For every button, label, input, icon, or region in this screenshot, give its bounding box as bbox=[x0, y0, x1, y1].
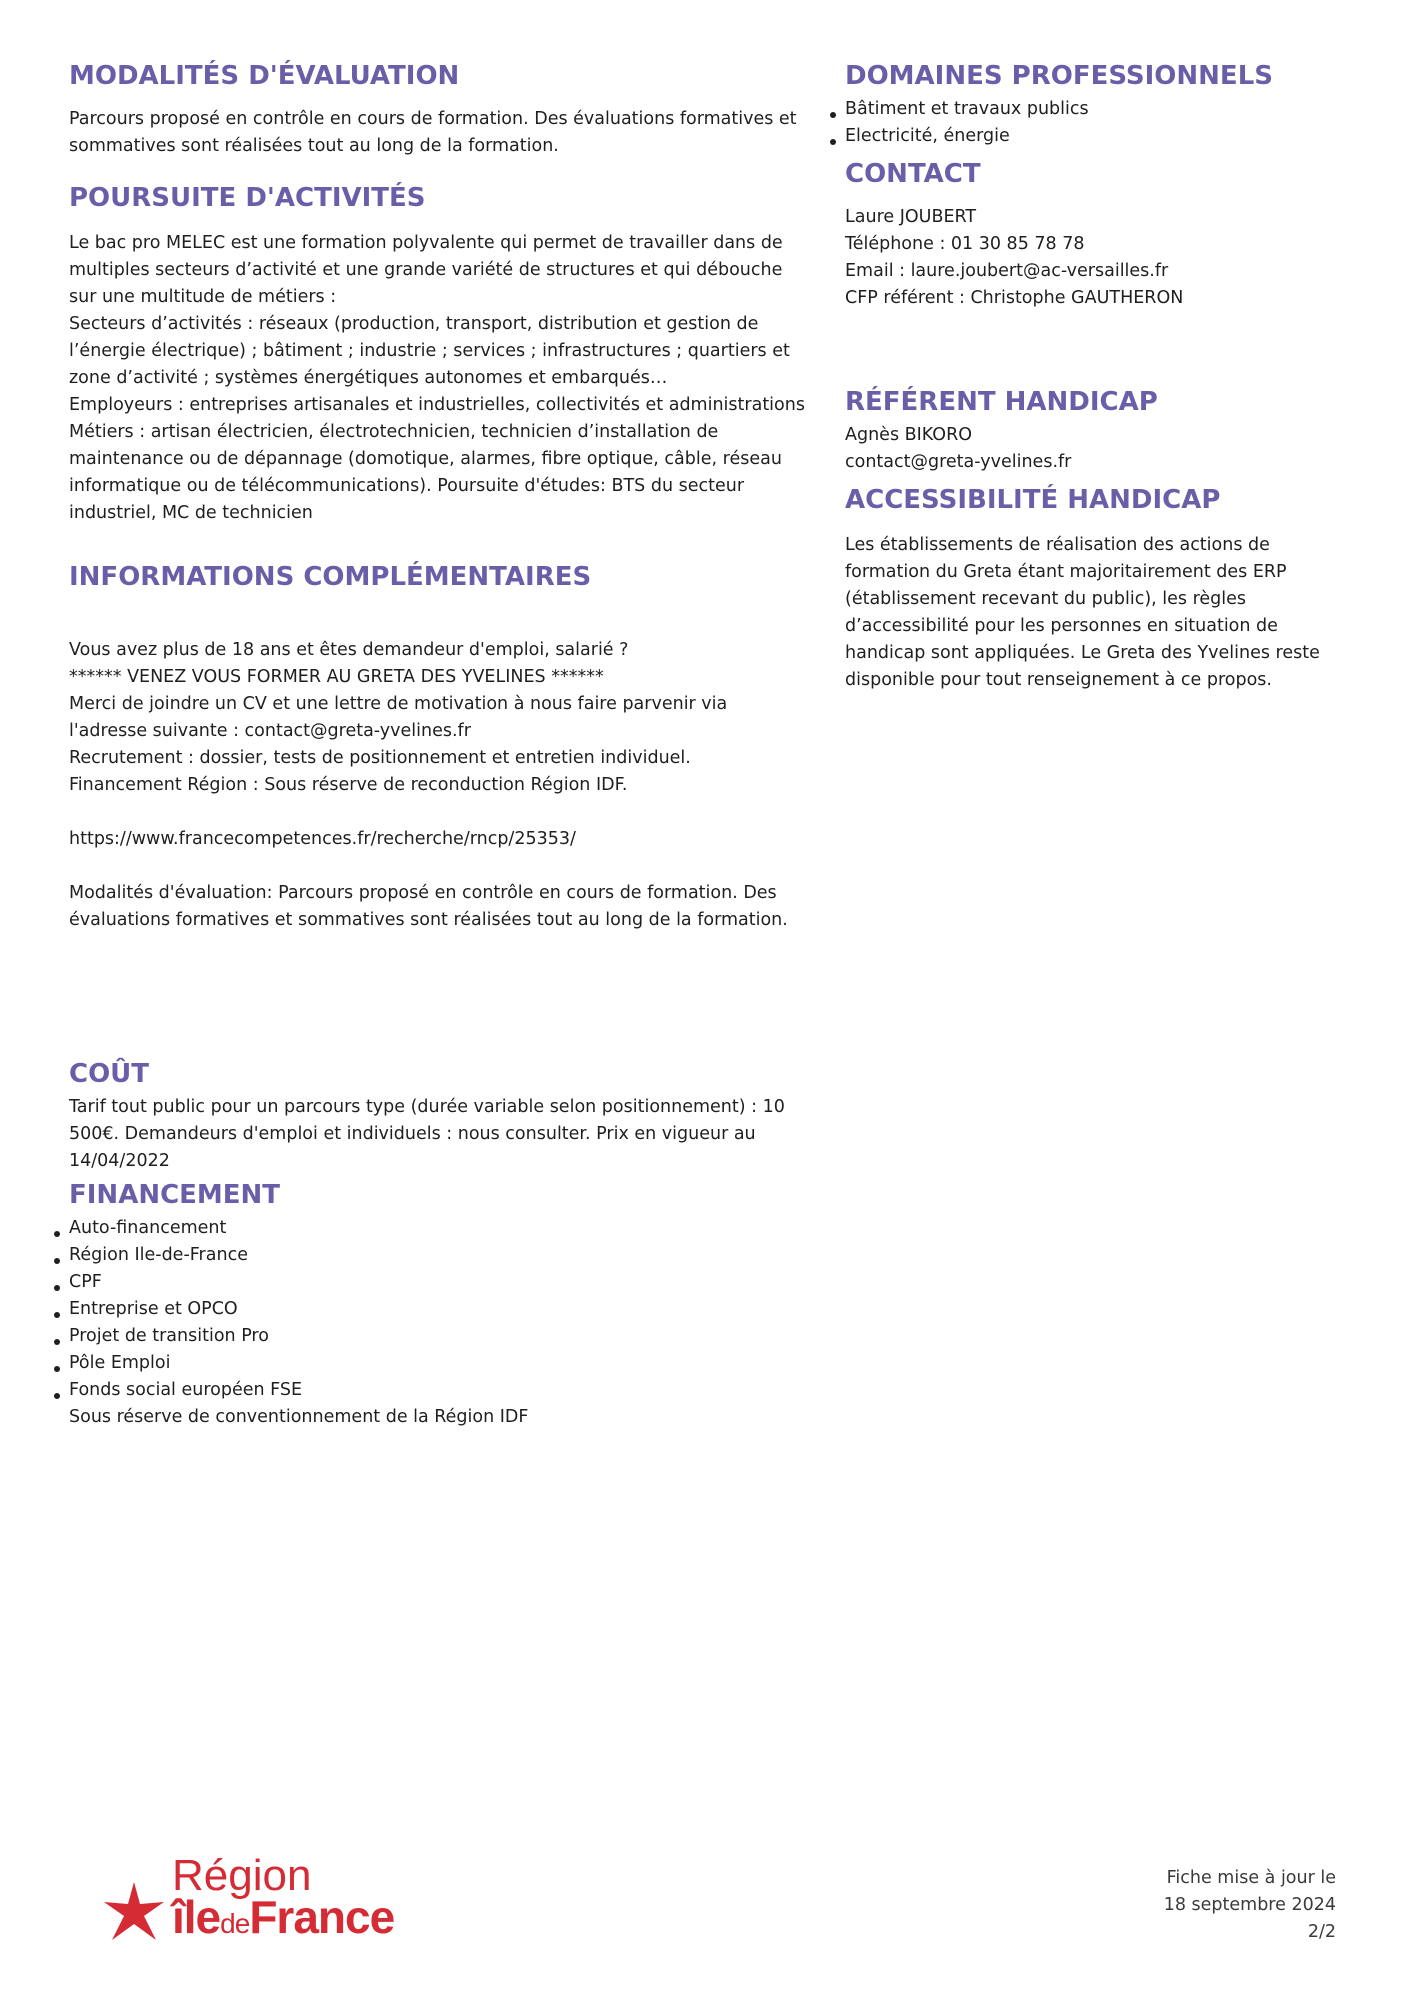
infos-text: Vous avez plus de 18 ans et êtes demandeur d'emploi, salarié ? ****** VENEZ VOUS FORMER AU GRETA DES YVELINES ****** Merci de joindre un CV et une lettre de motivation à nous faire parvenir via l'adresse suivante : contact@greta-yvelines.fr Recrutement : dossier, tests de positionnement et entretien individuel. Financement Région : Sous réserve de reconduction Région IDF. https://www.francecompetences.fr/recherche/rncp/25353/ Modalités d'évaluation: Parcours proposé en contrôle en cours de formation. Des évaluations formatives et sommatives sont réalisées tout au long de la formation. bbox=[69, 640, 788, 930]
list-item: Région Ile-de-France bbox=[69, 1242, 809, 1269]
domaines-list bbox=[845, 96, 1335, 150]
list-item: Auto-financement bbox=[69, 1215, 809, 1242]
update-info bbox=[1164, 1865, 1336, 1946]
bullet-icon bbox=[54, 1393, 60, 1399]
update-date: 18 septembre 2024 bbox=[1163, 1895, 1336, 1915]
financement-heading: FINANCEMENT bbox=[69, 1180, 281, 1210]
financement-note: Sous réserve de conventionnement de la Région IDF bbox=[69, 1407, 529, 1427]
contact-phone: Téléphone : 01 30 85 78 78 bbox=[845, 234, 1085, 254]
bullet-icon bbox=[54, 1285, 60, 1291]
logo-idf-text: îledeFrance bbox=[172, 1891, 395, 1943]
accessibilite-text: Les établissements de réalisation des actions de formation du Greta étant majoritairement des ERP (établissement recevant du public), les règles d’accessibilité pour les personnes en situation de handicap sont appliquées. Le Greta des Yvelines reste disponible pour tout renseignement à ce propos. bbox=[845, 535, 1320, 690]
bullet-icon bbox=[830, 112, 836, 118]
logo-region-text: Région bbox=[172, 1851, 312, 1900]
list-item: Pôle Emploi bbox=[69, 1350, 809, 1377]
update-label: Fiche mise à jour le bbox=[1166, 1868, 1336, 1888]
right-column bbox=[845, 56, 1335, 694]
bullet-icon bbox=[54, 1312, 60, 1318]
domaines-heading: DOMAINES PROFESSIONNELS bbox=[845, 61, 1273, 91]
modalites-text: Parcours proposé en contrôle en cours de formation. Des évaluations formatives et sommatives sont réalisées tout au long de la formation. bbox=[69, 109, 797, 156]
infos-heading: INFORMATIONS COMPLÉMENTAIRES bbox=[69, 562, 592, 592]
contact-email: Email : laure.joubert@ac-versailles.fr bbox=[845, 261, 1169, 281]
region-idf-logo bbox=[100, 1851, 460, 1955]
page-number: 2/2 bbox=[1307, 1922, 1336, 1942]
list-item: Entreprise et OPCO bbox=[69, 1296, 809, 1323]
poursuite-heading: POURSUITE D'ACTIVITÉS bbox=[69, 183, 426, 213]
poursuite-text: Le bac pro MELEC est une formation polyvalente qui permet de travailler dans de multiples secteurs d’activité et une grande variété de structures et qui débouche sur une multitude de métiers : Secteurs d’activités : réseaux (production, transport, distribution et gestion de l’énergie électrique) ; bâtiment ; industrie ; services ; infrastructures ; quartiers et zone d’activité ; systèmes énergétiques autonomes et embarqués… Employeurs : entreprises artisanales et industrielles, collectivités et administrations Métiers : artisan électricien, électrotechnicien, technicien d’installation de maintenance ou de dépannage (domotique, alarmes, fibre optique, câble, réseau informatique ou de télécommunications). Poursuite d'études: BTS du secteur industriel, MC de technicien bbox=[69, 233, 805, 523]
referent-email: contact@greta-yvelines.fr bbox=[845, 452, 1072, 472]
list-item: Bâtiment et travaux publics bbox=[845, 96, 1335, 123]
referent-heading: RÉFÉRENT HANDICAP bbox=[845, 387, 1158, 417]
referent-name: Agnès BIKORO bbox=[845, 425, 973, 445]
contact-name: Laure JOUBERT bbox=[845, 207, 977, 227]
list-item: Projet de transition Pro bbox=[69, 1323, 809, 1350]
bullet-icon bbox=[830, 139, 836, 145]
contact-cfp: CFP référent : Christophe GAUTHERON bbox=[845, 288, 1184, 308]
cout-heading: COÛT bbox=[69, 1059, 150, 1089]
list-item: Electricité, énergie bbox=[845, 123, 1335, 150]
modalites-heading: MODALITÉS D'ÉVALUATION bbox=[69, 61, 460, 91]
contact-block bbox=[845, 204, 1335, 312]
list-item: CPF bbox=[69, 1269, 809, 1296]
bullet-icon bbox=[54, 1366, 60, 1372]
list-item: Fonds social européen FSE bbox=[69, 1377, 809, 1404]
cout-text: Tarif tout public pour un parcours type (durée variable selon positionnement) : 10 500€. Demandeurs d'emploi et individuels : nous consulter. Prix en vigueur au 14/04/2022 bbox=[69, 1097, 785, 1171]
bullet-icon bbox=[54, 1339, 60, 1345]
financement-list bbox=[69, 1215, 809, 1404]
bullet-icon bbox=[54, 1231, 60, 1237]
left-column bbox=[69, 56, 809, 1431]
contact-heading: CONTACT bbox=[845, 159, 981, 189]
star-icon bbox=[100, 1880, 168, 1948]
bullet-icon bbox=[54, 1258, 60, 1264]
accessibilite-heading: ACCESSIBILITÉ HANDICAP bbox=[845, 485, 1221, 515]
footer bbox=[0, 1840, 1414, 1980]
